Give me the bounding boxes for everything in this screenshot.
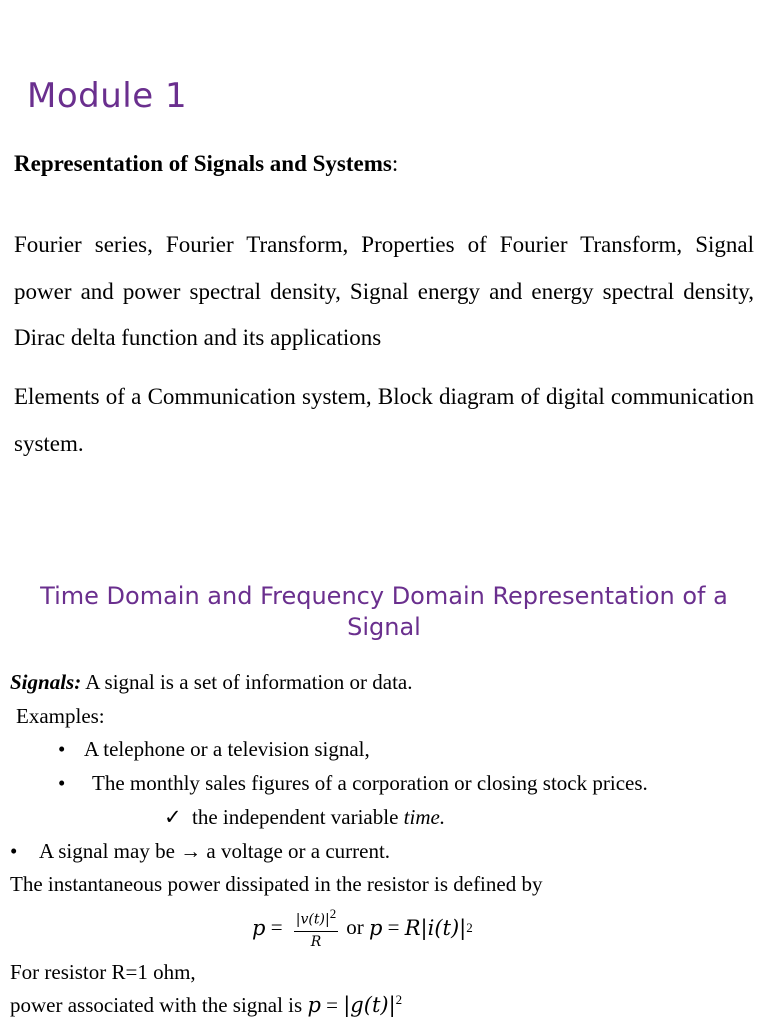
list-item bbox=[58, 771, 648, 796]
formula-denominator: R bbox=[310, 933, 322, 950]
power-formula bbox=[252, 906, 473, 950]
formula-numerator bbox=[294, 906, 338, 932]
check-text: the independent variable bbox=[192, 805, 404, 829]
formula-rhs-var: p bbox=[368, 915, 383, 940]
power-assoc-expr: |g(t)| bbox=[343, 993, 396, 1017]
bullet-icon: • bbox=[10, 839, 18, 863]
formula-or: or bbox=[346, 915, 369, 940]
power-associated-line bbox=[10, 992, 402, 1018]
slide-time-frequency-domain bbox=[0, 512, 768, 1024]
signals-definition bbox=[10, 670, 412, 695]
section-heading-colon: : bbox=[391, 151, 399, 176]
check-text-italic: time. bbox=[403, 805, 446, 829]
formula-fraction bbox=[294, 906, 338, 950]
formula-lhs: p bbox=[252, 915, 266, 940]
topics-paragraph-2: Elements of a Communication system, Block diagram of digital communication system. bbox=[14, 384, 754, 456]
power-assoc-eq: = bbox=[320, 993, 344, 1017]
topics-paragraph-1: Fourier series, Fourier Transform, Properties of Fourier Transform, Signal power and power spectral density, Signal energy and energy spectral density, Dirac delta function and its applications bbox=[14, 232, 754, 350]
power-assoc-var: p bbox=[307, 993, 321, 1017]
power-definition-line: The instantaneous power dissipated in the resistor is defined by bbox=[10, 872, 543, 896]
examples-label: Examples: bbox=[16, 704, 105, 728]
example-item-1: A telephone or a television signal, bbox=[84, 737, 370, 761]
bullet-icon: • bbox=[58, 737, 66, 761]
slide-title: Time Domain and Frequency Domain Representation of a Signal bbox=[40, 582, 728, 641]
example-item-2: The monthly sales figures of a corporation or closing stock prices. bbox=[92, 771, 648, 795]
formula-rhs-eq: = bbox=[382, 915, 405, 940]
check-item bbox=[164, 805, 445, 830]
list-item bbox=[10, 839, 390, 864]
section-heading bbox=[14, 151, 398, 177]
formula-rhs-expr: R|i(t)| bbox=[404, 915, 467, 940]
power-assoc-exponent: 2 bbox=[395, 992, 403, 1007]
list-item bbox=[58, 737, 370, 762]
numerator-exponent: 2 bbox=[329, 906, 337, 921]
signals-label: Signals: bbox=[10, 670, 82, 694]
section-heading-text: Representation of Signals and Systems bbox=[14, 151, 392, 176]
checkmark-icon: ✓ bbox=[164, 805, 182, 829]
power-assoc-text: power associated with the signal is bbox=[10, 993, 308, 1017]
resistor-line: For resistor R=1 ohm, bbox=[10, 960, 196, 984]
formula-rhs-exponent: 2 bbox=[466, 919, 473, 935]
formula-eq: = bbox=[265, 915, 288, 940]
signals-text: A signal is a set of information or data. bbox=[81, 670, 413, 694]
numerator-text: |v(t)| bbox=[295, 911, 330, 928]
bullet-icon: • bbox=[58, 771, 66, 795]
voltage-line: A signal may be → a voltage or a current. bbox=[39, 839, 391, 863]
module-title: Module 1 bbox=[27, 76, 188, 116]
